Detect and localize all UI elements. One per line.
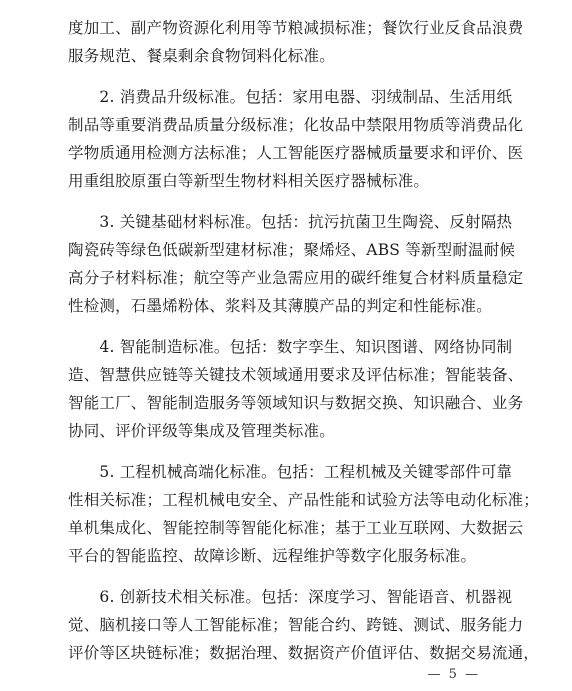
text-line: 觉、脑机接口等人工智能标准；智能合约、跨链、测试、服务能力 xyxy=(68,616,524,634)
text-line: 协同、评价评级等集成及管理类标准。 xyxy=(68,422,335,440)
text-line: 高分子材料标准；航空等产业急需应用的碳纤维复合材料质量稳定 xyxy=(68,269,524,287)
page-number: — 5 — xyxy=(427,667,480,682)
paragraph-consumer-goods xyxy=(68,83,524,195)
paragraph-basic-materials xyxy=(68,208,524,320)
text-line: 陶瓷砖等绿色低碳新型建材标准；聚烯烃、ABS 等新型耐温耐候 xyxy=(68,241,516,259)
paragraph-engineering-machinery xyxy=(68,458,540,570)
text-line: 学物质通用检测方法标准；人工智能医疗器械质量要求和评价、医 xyxy=(68,144,524,162)
text-line: 单机集成化、智能控制等智能化标准；基于工业互联网、大数据云 xyxy=(68,519,524,537)
text-line: 造、智慧供应链等关键技术领域通用要求及评估标准；智能装备、 xyxy=(68,366,524,384)
text-line: 5. 工程机械高端化标准。包括：工程机械及关键零部件可靠 xyxy=(68,463,513,481)
text-line: 服务规范、餐桌剩余食物饲料化标准。 xyxy=(68,47,335,65)
text-line: 智能工厂、智能制造服务等领域知识与数据交换、知识融合、业务 xyxy=(68,394,524,412)
text-line: 2. 消费品升级标准。包括：家用电器、羽绒制品、生活用纸 xyxy=(68,88,513,106)
text-line: 性检测，石墨烯粉体、浆料及其薄膜产品的判定和性能标准。 xyxy=(68,297,492,315)
text-line: 6. 创新技术相关标准。包括：深度学习、智能语音、机器视 xyxy=(68,588,513,606)
paragraph-food-loss xyxy=(68,14,524,70)
text-line: 用重组胶原蛋白等新型生物材料相关医疗器械标准。 xyxy=(68,172,430,190)
text-line: 度加工、副产物资源化利用等节粮减损标准；餐饮行业反食品浪费 xyxy=(68,19,524,37)
text-line: 平台的智能监控、故障诊断、远程维护等数字化服务标准。 xyxy=(68,547,477,565)
paragraph-smart-manufacturing xyxy=(68,333,524,445)
text-line: 3. 关键基础材料标准。包括：抗污抗菌卫生陶瓷、反射隔热 xyxy=(68,213,513,231)
text-line: 评价等区块链标准；数据治理、数据资产价值评估、数据交易流通， xyxy=(68,644,540,662)
text-line: 制品等重要消费品质量分级标准；化妆品中禁限用物质等消费品化 xyxy=(68,116,524,134)
paragraph-innovative-tech xyxy=(68,583,540,667)
text-line: 4. 智能制造标准。包括：数字孪生、知识图谱、网络协同制 xyxy=(68,338,513,356)
document-body xyxy=(68,14,540,680)
text-line: 性相关标准；工程机械电安全、产品性能和试验方法等电动化标准； xyxy=(68,491,540,509)
